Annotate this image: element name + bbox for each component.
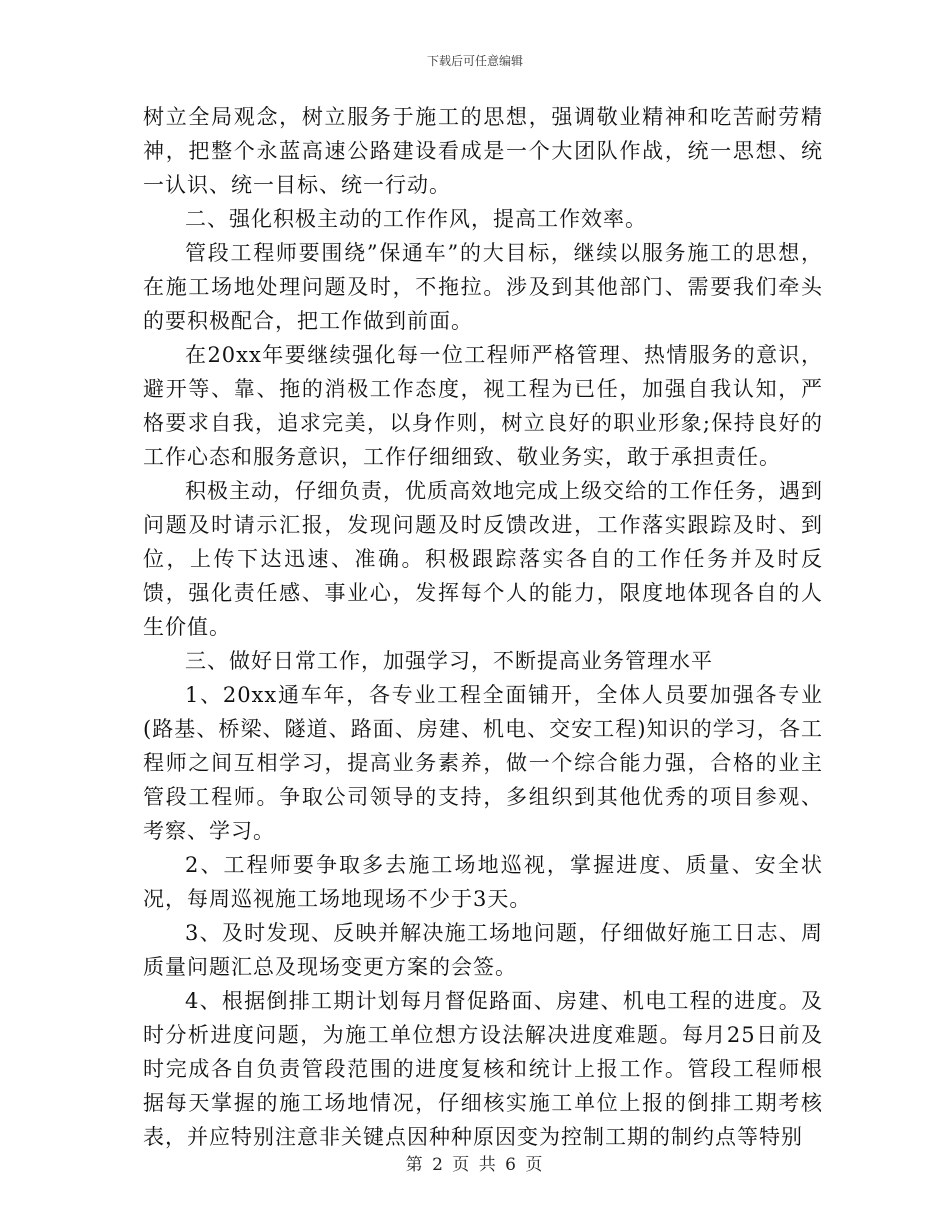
section-heading: 二、强化积极主动的工作作风，提高工作效率。: [185, 207, 647, 231]
list-item: 4、根据倒排工期计划每月督促路面、房建、机电工程的进度。及时分析进度问题，为施工单位想方设法解决进度难题。每月25日前及时完成各自负责管段范围的进度复核和统计上报工作。管段工程师根据每天掌握的施工场地情况，仔细核实施工单位上报的倒排工期考核表，并应特别注意非关键点因种种原因变为控制工期的制约点等特别: [143, 989, 823, 1149]
paragraph: 树立全局观念，树立服务于施工的思想，强调敬业精神和吃苦耐劳精神，把整个永蓝高速公路建设看成是一个大团队作战，统一思想、统一认识、统一目标、统一行动。: [143, 105, 823, 197]
paragraph: 积极主动，仔细负责，优质高效地完成上级交给的工作任务，遇到问题及时请示汇报，发现问题及时反馈改进，工作落实跟踪及时、到位，上传下达迅速、准确。积极跟踪落实各自的工作任务并及时反馈，强化责任感、事业心，发挥每个人的能力，限度地体现各自的人生价值。: [143, 479, 823, 639]
paragraph: 管段工程师要围绕”保通车”的大目标，继续以服务施工的思想，在施工场地处理问题及时，不拖拉。涉及到其他部门、需要我们牵头的要积极配合，把工作做到前面。: [143, 241, 823, 333]
page-number: 第 2 页 共 6 页: [405, 1155, 545, 1175]
list-item: 1、20xx通车年，各专业工程全面铺开，全体人员要加强各专业(路基、桥梁、隧道、路面、房建、机电、交安工程)知识的学习，各工程师之间互相学习，提高业务素养，做一个综合能力强，合格的业主管段工程师。争取公司领导的支持，多组织到其他优秀的项目参观、考察、学习。: [143, 683, 823, 843]
document-body: [143, 100, 823, 1154]
page-header: 下载后可任意编辑: [426, 54, 523, 68]
section-heading: 三、做好日常工作，加强学习，不断提高业务管理水平: [185, 649, 713, 673]
paragraph: 在20xx年要继续强化每一位工程师严格管理、热情服务的意识，避开等、靠、拖的消极工作态度，视工程为已任，加强自我认知，严格要求自我，追求完美，以身作则，树立良好的职业形象;保持良好的工作心态和服务意识，工作仔细细致、敬业务实，敢于承担责任。: [143, 343, 823, 469]
list-item: 2、工程师要争取多去施工场地巡视，掌握进度、质量、安全状况，每周巡视施工场地现场不少于3天。: [143, 853, 823, 911]
list-item: 3、及时发现、反映并解决施工场地问题，仔细做好施工日志、周质量问题汇总及现场变更方案的会签。: [143, 921, 823, 979]
